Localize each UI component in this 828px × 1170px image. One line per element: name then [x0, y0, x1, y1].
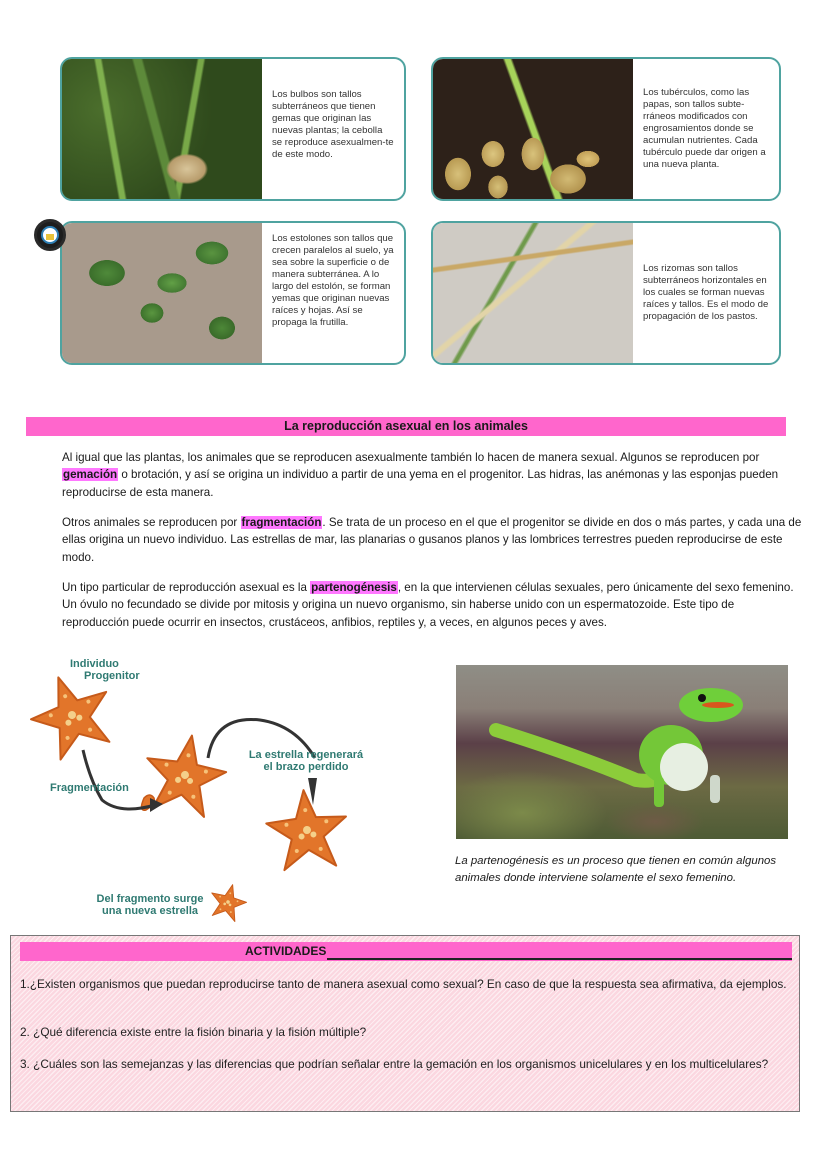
label-progenitor: Progenitor	[84, 670, 140, 682]
card-caption-rizomas: Los rizomas son tallos subterráneos horizontales en los cuales se forman nuevas raíces y tallos. Es el modo de propagación de los pastos.	[643, 263, 769, 322]
label-brazo-perdido: el brazo perdido	[263, 761, 349, 773]
activities-title: ACTIVIDADES	[245, 944, 327, 958]
activities-underline	[327, 958, 792, 960]
term-highlight-partenogenesis: partenogénesis	[311, 581, 397, 594]
resource-badge-icon[interactable]	[34, 219, 66, 251]
term-highlight-fragmentacion: fragmentación	[241, 516, 322, 529]
activity-question-3: 3. ¿Cuáles son las semejanzas y las diferencias que podrían señalar entre la gemación en los organismos unicelulares y en los multicelulares?	[20, 1057, 769, 1071]
activity-question-1: 1.¿Existen organismos que puedan reproducirse tanto de manera asexual como sexual? En caso de que la respuesta sea afirmativa, da ejemplos.	[20, 977, 787, 991]
card-tuberculos	[431, 57, 781, 201]
paragraph-fragmentacion: Otros animales se reproducen por fragmentación. Se trata de un proceso en el que el progenitor se divide en dos o más partes, y cada una de ellas origina un nuevo individuo. Las estrellas de mar, las planarias o gusanos planos y las lombrices terrestres pueden reproducirse de este modo.	[62, 516, 802, 564]
label-del-fragmento: Del fragmento surge	[96, 893, 204, 905]
label-regenerara: La estrella regenerará	[248, 749, 364, 761]
card-rizomas	[431, 221, 781, 365]
grass-rhizome-photo	[433, 223, 633, 363]
strawberry-stolon-photo	[62, 223, 262, 363]
potato-tubers-photo	[433, 59, 633, 199]
card-bulbos	[60, 57, 406, 201]
card-caption-estolones: Los estolones son tallos que crecen paralelos al suelo, ya sea sobre la superficie o de manera subterránea. A lo largo del estolón, se forman yemas que originan nuevas raíces y hojas. Así se propaga la frutilla.	[272, 233, 394, 328]
label-nueva-estrella: una nueva estrella	[102, 905, 198, 917]
section-title: La reproducción asexual en los animales	[26, 417, 786, 436]
label-fragmentacion: Fragmentación	[50, 782, 129, 794]
activities-header	[20, 942, 792, 961]
gecko-caption: La partenogénesis es un proceso que tienen en común algunos animales donde interviene solamente el sexo femenino.	[455, 855, 777, 884]
term-highlight-gemacion: gemación	[63, 468, 118, 482]
gecko-photo	[456, 665, 788, 839]
card-estolones	[60, 221, 406, 365]
onion-bulbs-photo	[62, 59, 262, 199]
activity-question-2: 2. ¿Qué diferencia existe entre la fisión binaria y la fisión múltiple?	[20, 1025, 367, 1039]
card-caption-tuberculos: Los tubérculos, como las papas, son tallos subte-rráneos modificados con engrosamientos donde se acumulan nutrientes. Cada tubérculo puede dar origen a una nueva planta.	[643, 87, 766, 170]
starfish-fragmentation-diagram	[20, 640, 420, 930]
activities-box	[10, 935, 800, 1112]
card-caption-bulbos: Los bulbos son tallos subterráneos que tienen gemas que originan las nuevas plantas; la cebolla se reproduce asexualmen-te de este modo.	[272, 89, 394, 160]
paragraph-gemacion: Al igual que las plantas, los animales que se reproducen asexualmente también lo hacen de manera sexual. Algunos se reproducen por gemación o brotación, y así se origina un individuo a partir de una yema en el progenitor. Las hidras, las anémonas y las esponjas pueden reproducirse de esta manera.	[62, 451, 779, 499]
paragraph-partenogenesis: Un tipo particular de reproducción asexual es la partenogénesis, en la que intervienen células sexuales, pero únicamente del sexo femenino. Un óvulo no fecundado se divide por mitosis y origina un nuevo organismo, sin haberse unido con un espermatozoide. Este tipo de reproducción puede ocurrir en insectos, crustáceos, anfibios, reptiles y, a veces, en algunos peces y aves.	[62, 581, 794, 629]
label-individuo: Individuo	[70, 658, 119, 670]
